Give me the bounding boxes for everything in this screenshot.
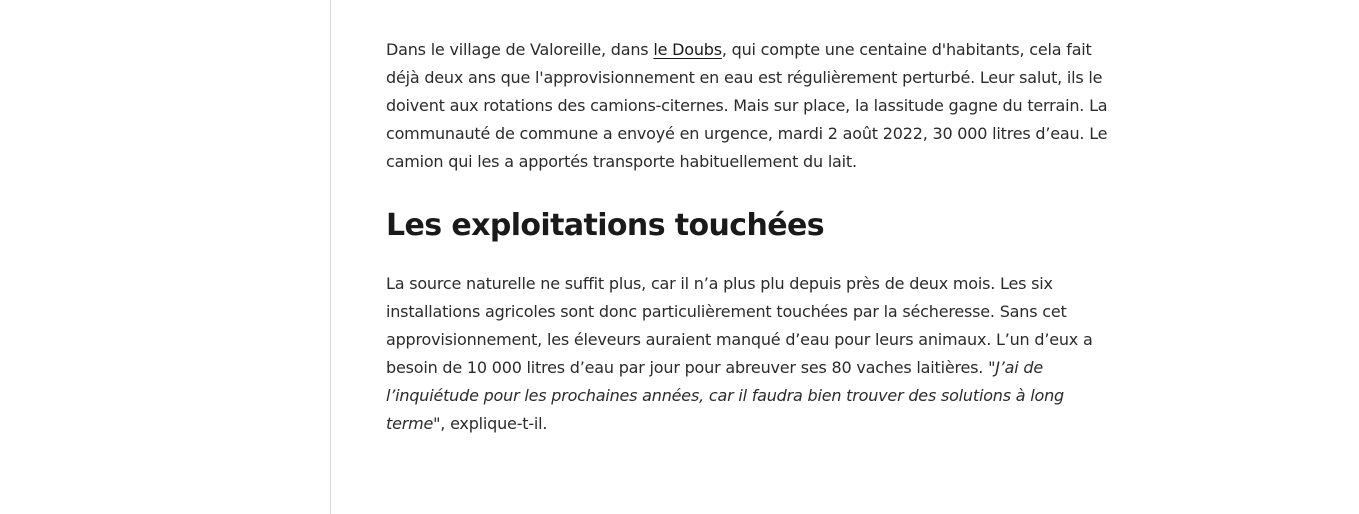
le-doubs-link[interactable]: le Doubs [653, 40, 722, 59]
article-body [386, 36, 1108, 438]
farmer-quote: "J’ai de l’inquiétude pour les prochaines années, car il faudra bien trouver des solutions à long terme" [386, 358, 1064, 433]
paragraph-2-attribution: , explique-t-il. [440, 414, 548, 433]
paragraph-2-text: La source naturelle ne suffit plus, car il n’a plus plu depuis près de deux mois. Les six installations agricoles sont donc particulièrement touchées par la sécheresse. Sans cet approvisionnement, les éleveurs auraient manqué d’eau pour leurs animaux. L’un d’eux a besoin de 10 000 litres d’eau par jour pour abreuver ses 80 vaches laitières. [386, 274, 1093, 377]
paragraph-1-text-end: , qui compte une centaine d'habitants, cela fait déjà deux ans que l'approvisionnement en eau est régulièrement perturbé. Leur salut, ils le doivent aux rotations des camions-citernes. Mais sur place, la lassitude gagne du terrain. La communauté de commune a envoyé en urgence, mardi 2 août 2022, 30 000 litres d’eau. Le camion qui les a apportés transporte habituellement du lait. [386, 40, 1108, 171]
section-heading: Les exploitations touchées [386, 208, 824, 243]
article-paragraph-1 [386, 36, 1108, 176]
article-paragraph-2 [386, 270, 1108, 438]
column-divider [330, 0, 331, 514]
paragraph-1-text-start: Dans le village de Valoreille, dans [386, 40, 654, 59]
